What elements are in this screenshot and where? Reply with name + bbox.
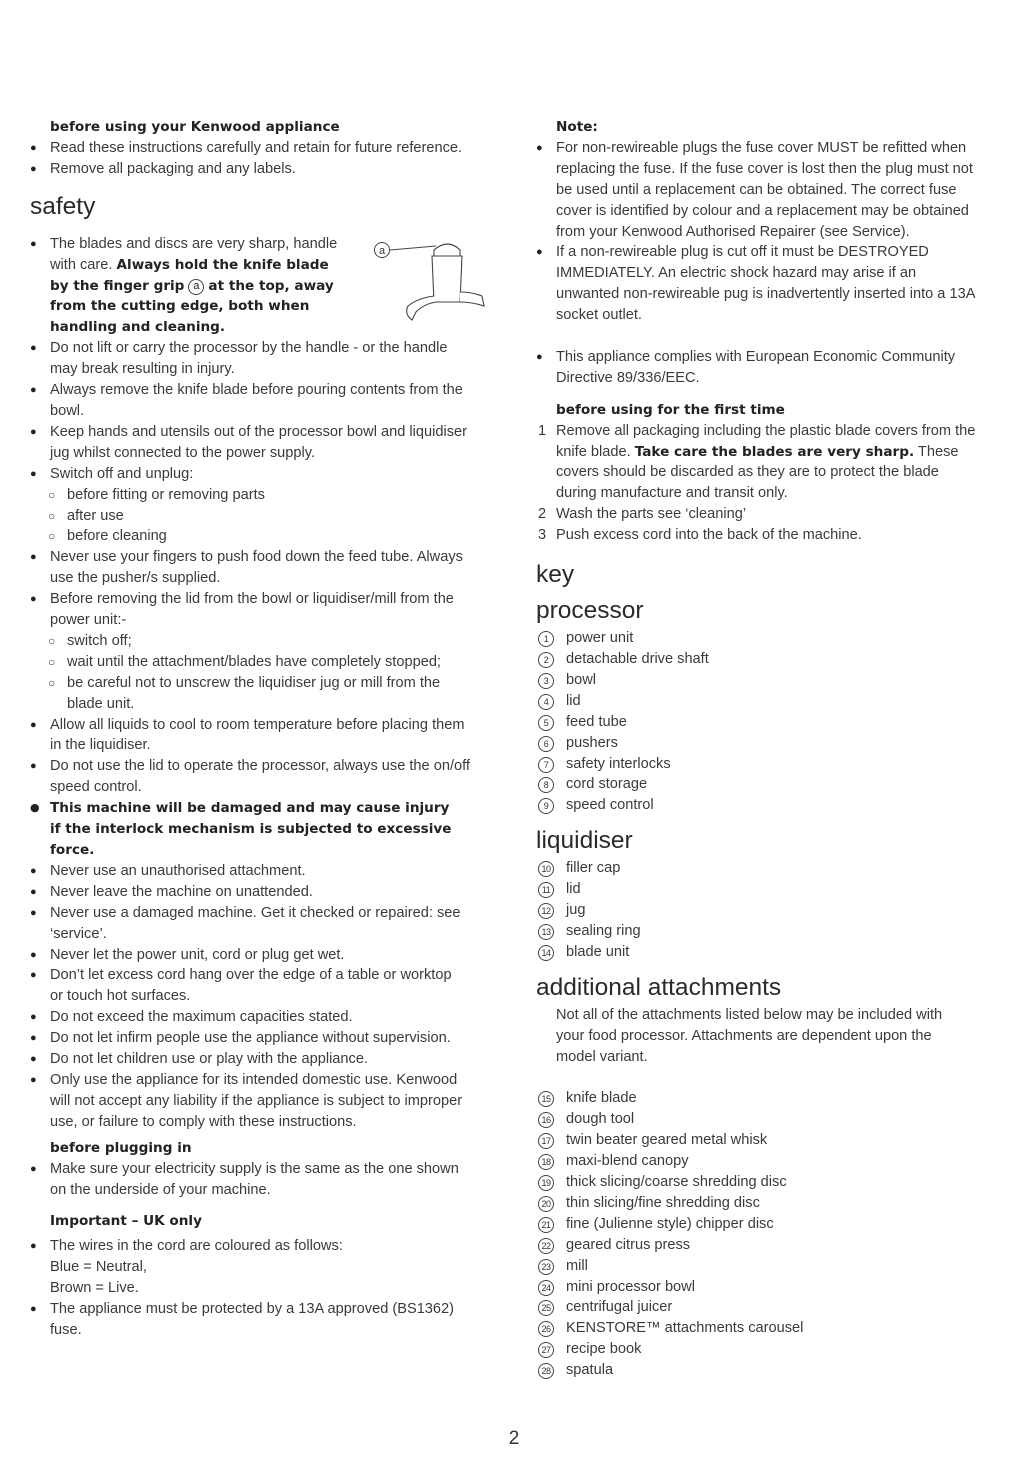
safety-item-line: may break resulting in injury. (50, 361, 235, 378)
attachment-key-item (536, 1360, 1006, 1381)
safety-item-line: ‘service’. (50, 925, 107, 942)
warning-line-3: force. (50, 842, 95, 858)
safety-item-line: ● Never use an unauthorised attachment. (50, 862, 306, 879)
lid-subitem-line: ○ switch off; (67, 632, 132, 649)
key-number-badge: 25 (538, 1300, 554, 1316)
safety-item-line: ● Do not let children use or play with the appliance. (50, 1051, 369, 1068)
uk-list (30, 1236, 500, 1341)
liquidiser-key-item (536, 921, 1006, 942)
step1-text-2: These (914, 443, 959, 460)
attachment-key-item (536, 1235, 1006, 1256)
blades-line-2 (50, 255, 370, 276)
uk-item (30, 1236, 500, 1299)
attachment-key-item (536, 1193, 1006, 1214)
key-label: bowl (566, 671, 597, 688)
processor-key-item (536, 691, 1006, 712)
safety-item (30, 882, 500, 903)
attachments-heading: additional attachments (536, 973, 782, 1001)
liquidiser-key-item (536, 942, 1006, 963)
safety-item (30, 1070, 500, 1133)
key-label: spatula (566, 1362, 614, 1379)
attachment-key-item (536, 1172, 1006, 1193)
key-number-badge: 3 (538, 673, 554, 689)
note-item-line: cover is identified by colour and a replacement may be obtained (556, 202, 969, 219)
safety-item (30, 861, 500, 882)
safety-item (30, 338, 500, 380)
safety-item (30, 715, 500, 757)
step1-bold: Take care the blades are very sharp. (634, 443, 915, 460)
step-item (536, 504, 1006, 525)
step-text: Wash the parts see ‘cleaning’ (556, 506, 747, 523)
key-label: lid (566, 881, 581, 898)
uk-item-line: fuse. (50, 1321, 82, 1338)
attachment-key-item (536, 1214, 1006, 1235)
safety-item-line: use, or failure to comply with these instructions. (50, 1113, 357, 1130)
key-number-badge: 15 (538, 1091, 554, 1107)
key-label: thin slicing/fine shredding disc (566, 1194, 760, 1211)
blades-line-1: ● The blades and discs are very sharp, handle (50, 235, 338, 252)
liquidiser-key-item (536, 900, 1006, 921)
warning-line-2: if the interlock mechanism is subjected to excessive (50, 821, 452, 838)
figure-callout-label: a (378, 245, 386, 257)
step1-line-2 (556, 442, 1006, 463)
step-text: Push excess cord into the back of the machine. (556, 527, 862, 544)
safety-item-blades (30, 234, 370, 339)
intro-line-2: your food processor. Attachments are dependent upon the (556, 1027, 932, 1044)
key-number-badge: 6 (538, 736, 554, 752)
note-heading: Note: (556, 119, 598, 135)
note-item-line: ● If a non-rewireable plug is cut off it must be DESTROYED (556, 244, 929, 261)
note-item-line: be used until a replacement can be obtained. The correct fuse (556, 181, 957, 198)
key-label: recipe book (566, 1341, 642, 1358)
key-number-badge: 12 (538, 903, 554, 919)
figure-leader-line (390, 246, 436, 250)
knife-blade-figure (368, 236, 492, 332)
step1-line-4: during manufacture and transit only. (556, 485, 788, 502)
blades-bold-1: Always hold the knife blade (116, 256, 329, 273)
safety-item-line: use the pusher/s supplied. (50, 570, 221, 587)
safety-item-line: in the liquidiser. (50, 737, 151, 754)
uk-item (30, 1299, 500, 1341)
steps-list (536, 504, 1006, 546)
safety-heading: safety (30, 192, 96, 220)
attachment-key-item (536, 1256, 1006, 1277)
lid-sublist (30, 631, 500, 715)
processor-key-item (536, 670, 1006, 691)
page-number: 2 (508, 1428, 520, 1449)
attachments-intro (536, 1005, 1006, 1068)
safety-item (30, 903, 500, 945)
step1-line-3: covers should be discarded as they are to protect the blade (556, 464, 939, 481)
step-number: 2 (538, 506, 547, 523)
intro-item (30, 159, 500, 180)
key-number-badge: 18 (538, 1154, 554, 1170)
eec-line-2: Directive 89/336/EEC. (556, 369, 700, 386)
key-label: pushers (566, 734, 618, 751)
key-number-badge: 11 (538, 882, 554, 898)
eec-line-1: ● This appliance complies with European Economic Community (556, 348, 956, 365)
safety-item (30, 1049, 500, 1070)
safety-item (30, 1007, 500, 1028)
step-number: 1 (538, 422, 547, 439)
key-label: centrifugal juicer (566, 1299, 673, 1316)
safety-list-d (30, 861, 500, 1133)
safety-item (30, 380, 500, 422)
key-label: detachable drive shaft (566, 651, 709, 668)
intro-line-1: Not all of the attachments listed below may be included with (556, 1006, 943, 1023)
note-item (536, 138, 1006, 243)
key-number-badge: 4 (538, 694, 554, 710)
liquidiser-key-item (536, 879, 1006, 900)
interlock-warning (30, 798, 500, 861)
attachments-key-list (536, 1088, 1006, 1381)
safety-item (30, 756, 500, 798)
safety-item-line: will not accept any liability if the appliance is subject to improper (50, 1092, 463, 1109)
lid-subitem-line: ○ wait until the attachment/blades have completely stopped; (67, 653, 441, 670)
intro-item-line: ● Read these instructions carefully and retain for future reference. (50, 139, 463, 156)
key-number-badge: 21 (538, 1217, 554, 1233)
blade-right-wing (460, 292, 484, 306)
intro-heading: before using your Kenwood appliance (50, 119, 340, 135)
key-label: safety interlocks (566, 755, 671, 772)
key-label: cord storage (566, 776, 648, 793)
safety-item-line: ● Never let the power unit, cord or plug get wet. (50, 946, 345, 963)
key-label: dough tool (566, 1111, 635, 1128)
note-item-line: socket outlet. (556, 307, 642, 324)
blade-shaft (432, 256, 462, 302)
unplug-subitem-line: ○ before cleaning (67, 528, 167, 545)
uk-item-line: Blue = Neutral, (50, 1259, 147, 1276)
intro-item-line: ● Remove all packaging and any labels. (50, 160, 296, 177)
key-label: maxi-blend canopy (566, 1153, 689, 1170)
key-number-badge: 8 (538, 777, 554, 793)
key-label: twin beater geared metal whisk (566, 1132, 768, 1149)
key-label: filler cap (566, 860, 621, 877)
key-label: fine (Julienne style) chipper disc (566, 1215, 774, 1232)
safety-item-line: ● Never use your fingers to push food down the feed tube. Always (50, 549, 463, 566)
lid-subitem-line: blade unit. (67, 695, 135, 712)
key-label: feed tube (566, 713, 627, 730)
unplug-subitem (30, 526, 500, 547)
key-number-badge: 27 (538, 1342, 554, 1358)
step-item (536, 525, 1006, 546)
unplug-subitem-line: ○ after use (67, 507, 124, 524)
processor-key-item (536, 628, 1006, 649)
step-1 (536, 421, 1006, 505)
blades-bold-2: by the finger grip (50, 277, 185, 294)
processor-key-item (536, 754, 1006, 775)
warning-line-1: ● This machine will be damaged and may cause injury (50, 800, 450, 817)
processor-key-list (536, 628, 1006, 816)
attachment-key-item (536, 1130, 1006, 1151)
safety-item-line: ● Always remove the knife blade before pouring contents from the (50, 382, 463, 399)
processor-key-item (536, 712, 1006, 733)
blades-bold-3: at the top, away (208, 277, 334, 294)
unplug-subitem (30, 485, 500, 506)
liquidiser-heading: liquidiser (536, 827, 633, 855)
note-item-line: from your Kenwood Authorised Repairer (see Service). (556, 223, 910, 240)
note-list (536, 138, 1006, 326)
right-column (536, 117, 1006, 1381)
safety-item-line: ● Do not lift or carry the processor by the handle - or the handle (50, 340, 448, 357)
plugging-line-2: on the underside of your machine. (50, 1181, 271, 1198)
intro-line-3: model variant. (556, 1048, 648, 1065)
key-label: thick slicing/coarse shredding disc (566, 1174, 787, 1191)
note-item-line: ● For non-rewireable plugs the fuse cover MUST be refitted when (556, 139, 967, 156)
safety-item-line: power unit:- (50, 612, 127, 629)
note-item (536, 242, 1006, 326)
safety-item-line: or touch hot surfaces. (50, 988, 191, 1005)
plugging-item (30, 1159, 500, 1201)
note-item-line: replacing the fuse. If the fuse cover is lost then the plug must not (556, 160, 973, 177)
safety-list-a (30, 338, 500, 484)
blade-grip-top (434, 244, 460, 256)
step-number: 3 (538, 527, 547, 544)
uk-item-line: Brown = Live. (50, 1280, 139, 1297)
note-item-line: IMMEDIATELY. An electric shock hazard may arise if an (556, 265, 917, 282)
finger-grip-callout: a (188, 279, 204, 295)
safety-item-line: ● Before removing the lid from the bowl or liquidiser/mill from the (50, 591, 454, 608)
key-number-badge: 22 (538, 1238, 554, 1254)
liquidiser-key-item (536, 858, 1006, 879)
key-number-badge: 13 (538, 924, 554, 940)
first-time-heading: before using for the first time (556, 401, 785, 418)
key-number-badge: 17 (538, 1133, 554, 1149)
step1-line-1: Remove all packaging including the plastic blade covers from the (556, 422, 976, 439)
safety-item (30, 965, 500, 1007)
key-label: KENSTORE™ attachments carousel (566, 1320, 804, 1337)
key-number-badge: 5 (538, 715, 554, 731)
plugging-line-1: ● Make sure your electricity supply is the same as the one shown (50, 1160, 459, 1177)
key-number-badge: 10 (538, 861, 554, 877)
safety-item (30, 945, 500, 966)
key-number-badge: 1 (538, 631, 554, 647)
safety-item-line: ● Do not let infirm people use the appliance without supervision. (50, 1030, 451, 1047)
eec-item (536, 347, 1006, 389)
key-number-badge: 24 (538, 1280, 554, 1296)
safety-item-line: ● Never use a damaged machine. Get it checked or repaired: see (50, 904, 461, 921)
processor-key-item (536, 795, 1006, 816)
safety-item-line: ● Only use the appliance for its intended domestic use. Kenwood (50, 1071, 458, 1088)
attachment-key-item (536, 1277, 1006, 1298)
lid-subitem (30, 652, 500, 673)
safety-item-line: ● Do not exceed the maximum capacities stated. (50, 1009, 353, 1026)
key-heading: key (536, 561, 575, 589)
key-label: knife blade (566, 1090, 637, 1107)
key-number-badge: 7 (538, 757, 554, 773)
key-label: geared citrus press (566, 1236, 691, 1253)
key-label: mini processor bowl (566, 1278, 695, 1295)
key-number-badge: 28 (538, 1363, 554, 1379)
lid-subitem-line: ○ be careful not to unscrew the liquidiser jug or mill from the (67, 674, 441, 691)
key-number-badge: 26 (538, 1321, 554, 1337)
safety-item-line: bowl. (50, 402, 85, 419)
processor-heading: processor (536, 597, 644, 625)
attachment-key-item (536, 1297, 1006, 1318)
lid-subitem (30, 673, 500, 715)
key-label: jug (566, 902, 586, 919)
key-number-badge: 20 (538, 1196, 554, 1212)
liquidiser-key-list (536, 858, 1006, 963)
attachment-key-item (536, 1318, 1006, 1339)
key-number-badge: 2 (538, 652, 554, 668)
plugging-heading: before plugging in (50, 1139, 192, 1156)
safety-item (30, 547, 500, 589)
blade-left-wing (407, 296, 436, 320)
safety-item (30, 1028, 500, 1049)
unplug-subitem-line: ○ before fitting or removing parts (67, 486, 265, 503)
safety-item-line: ● Don’t let excess cord hang over the edge of a table or worktop (50, 967, 452, 984)
uk-heading: Important – UK only (50, 1213, 202, 1230)
blades-line-3 (50, 276, 370, 297)
safety-item-line: ● Allow all liquids to cool to room temperature before placing them (50, 716, 465, 733)
key-label: sealing ring (566, 922, 641, 939)
safety-item-line: ● Switch off and unplug: (50, 465, 194, 482)
unplug-subitem (30, 506, 500, 527)
key-label: mill (566, 1257, 588, 1274)
safety-item-line: ● Do not use the lid to operate the processor, always use the on/off (50, 758, 470, 775)
safety-item-line: speed control. (50, 779, 142, 796)
key-number-badge: 19 (538, 1175, 554, 1191)
processor-key-item (536, 774, 1006, 795)
safety-item-line: ● Never leave the machine on unattended. (50, 883, 313, 900)
intro-list (30, 138, 500, 180)
lid-subitem (30, 631, 500, 652)
processor-key-item (536, 649, 1006, 670)
unplug-sublist (30, 485, 500, 548)
safety-item (30, 422, 500, 464)
uk-item-line: ● The appliance must be protected by a 13A approved (BS1362) (50, 1301, 455, 1318)
safety-list-b (30, 547, 500, 631)
blades-line-5: handling and cleaning. (50, 319, 226, 336)
attachment-key-item (536, 1088, 1006, 1109)
processor-key-item (536, 733, 1006, 754)
note-item-line: unwanted non-rewireable pug is inadvertently inserted into a 13A (556, 286, 976, 303)
key-label: blade unit (566, 943, 630, 960)
key-number-badge: 14 (538, 945, 554, 961)
key-number-badge: 16 (538, 1112, 554, 1128)
key-number-badge: 9 (538, 798, 554, 814)
intro-item (30, 138, 500, 159)
key-number-badge: 23 (538, 1259, 554, 1275)
attachment-key-item (536, 1339, 1006, 1360)
safety-item-line: ● Keep hands and utensils out of the processor bowl and liquidiser (50, 423, 467, 440)
blades-text: with care. (50, 256, 117, 273)
key-label: lid (566, 692, 581, 709)
key-label: speed control (566, 797, 654, 814)
blades-line-4: from the cutting edge, both when (50, 298, 310, 315)
step1-text: knife blade. (556, 443, 635, 460)
safety-item-line: jug whilst connected to the power supply. (50, 444, 316, 461)
attachment-key-item (536, 1109, 1006, 1130)
safety-list-c (30, 715, 500, 799)
uk-item-line: ● The wires in the cord are coloured as follows: (50, 1238, 343, 1255)
safety-item (30, 589, 500, 631)
key-label: power unit (566, 630, 634, 647)
attachment-key-item (536, 1151, 1006, 1172)
safety-item (30, 464, 500, 485)
